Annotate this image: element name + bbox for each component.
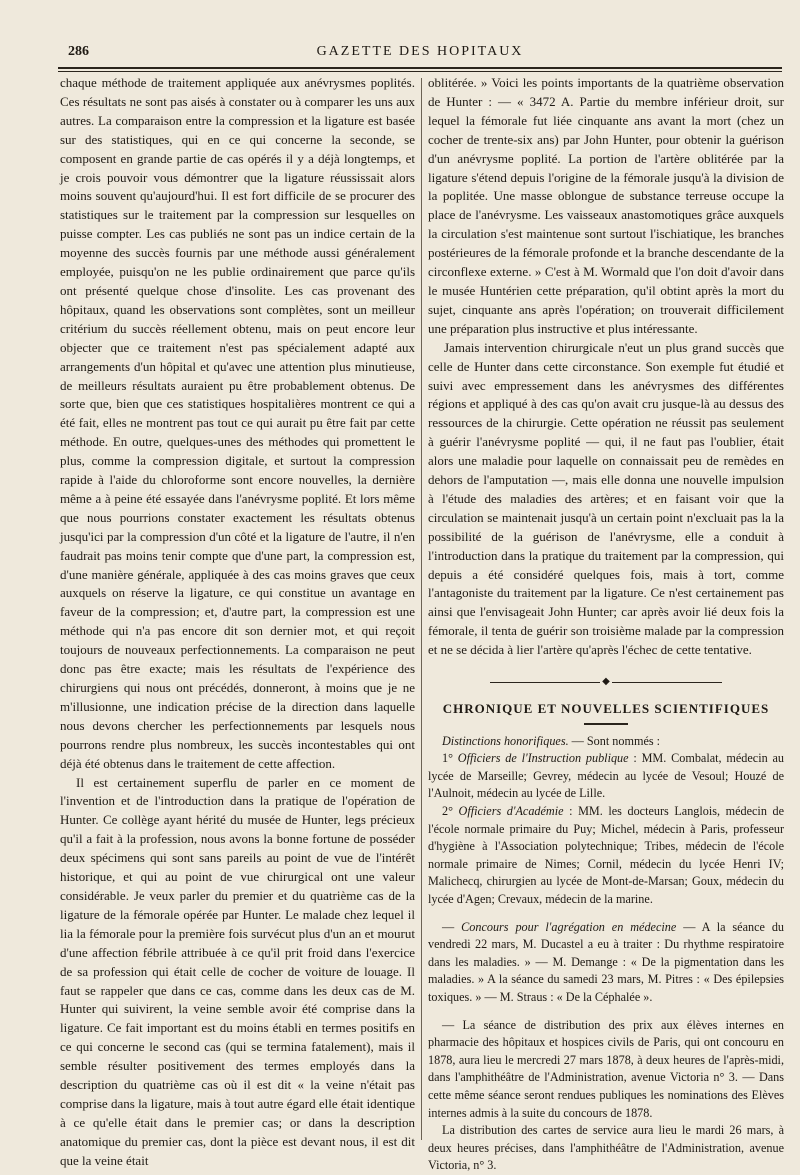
concours-label: Concours pour l'agrégation en médecine: [461, 919, 677, 934]
distinctions-intro: — Sont nommés :: [568, 733, 661, 748]
title-rule: [584, 723, 628, 725]
chronique-title: CHRONIQUE ET NOUVELLES SCIENTIFIQUES: [442, 700, 770, 716]
right-paragraph-1: oblitérée. » Voici les points importants de la quatrième observation de Hunter : — « 3472 A. Partie du membre inférieur droit, sur lequel la fémorale fut liée cinquante ans avant la mort (chez un cocher de trente-six ans) par John Hunter, pour obtenir la guérison d'un anévrysme poplité. La portion de l'artère oblitérée par la ligature s'étend depuis l'origine de la fémorale jusqu'à la division de la poplitée. Une masse oblongue de substance terreuse occupe la place de l'anévrysme. Les vaisseaux anastomotiques grâce auxquels la circulation s'est maintenue sont surtout l'ischiatique, les branches postérieures de la fémorale profonde et la branche descendante de la circonflexe externe. » C'est à M. Wormald que l'on doit d'avoir dans le musée Huntérien cette préparation, qu'il obtint après la mort du sujet, cinquante ans après l'opération; on trouverait difficilement une préparation plus instructive et plus intéressante.: [428, 75, 784, 336]
officiers-instruction-label: Officiers de l'Instruction publique: [457, 751, 629, 766]
header-rule: [58, 67, 782, 69]
right-paragraph-2: Jamais intervention chirurgicale n'eut un plus grand succès que celle de Hunter dans cette circonstance. Son exemple fut étudié et suivi avec empressement dans les anévrysmes des différentes régions et appliqué à des cas qu'on avait cru jusque-là au dessus des ressources de la chirurgie. Cette opération ne réussit pas seulement à guérir l'anévrysme poplité — qui, il ne faut pas l'oublier, était alors une maladie pour laquelle on connaissait peu de remèdes en dehors de l'amputation —, mais elle donna une nouvelle impulsion à l'étude des maladies des artères; et en faisant voir que la circulation se maintenait jusqu'à un certain point n'excluait pas la la possibilité de la guérison de l'anévrysme, elle a conduit à l'introduction dans la pratique du traitement par la compression, qui depuis a été considéré quelques fois, mais à tort, comme l'antagoniste du traitement par la ligature. Ce n'est certainement pas ainsi que l'envisageait John Hunter; car après avoir lié deux fois la fémorale, il tenta de guérir son troisième malade par la compression et ne se décida à lier l'artère qu'après l'échec de cette tentative.: [428, 339, 784, 658]
officiers-instruction-item: 1° Officiers de l'Instruction publique : MM. Combalat, médecin au lycée de Marseille; Gevrey, médecin au lycée de Vesoul; Houzé de l'Aulnoit, médecin au lycée de Lille.: [428, 751, 785, 801]
left-paragraph-1: chaque méthode de traitement appliquée aux anévrysmes poplités. Ces résultats ne sont pas aisés à constater ou à comparer les uns aux autres. La comparaison entre la compression et la ligature est basée sur des statistiques, qui en ce qui concerne la seconde, se composent en grande partie de cas opérés il y a déjà longtemps, et je crois pouvoir vous démontrer que la ligature réussissait alors moins souvent qu'aujourd'hui. Il est fort difficile de se procurer des statistiques sur le traitement par la compression sur lesquelles on puisse compter. Les cas publiés ne sont pas un indice certain de la moyenne des succès fournis par une méthode aussi généralement employée, puisqu'on ne les publie ordinairement que parce qu'ils ont présenté quelque chose d'insolite. Les cas provenant des hôpitaux, quand les observations sont complètes, sont un meilleur critérium du succès réellement obtenu, mais on peut encore leur objecter que ce traitement n'est pas spécialement adapté aux arrangements d'un hôpital et qu'avec une attention plus minutieuse, de meilleurs résultats auraient pu être probablement obtenus. De sorte que, bien que ces statistiques hospitalières montrent ce qui a été fait, elles ne montrent pas tout ce qui aurait pu être fait par cette méthode. En outre, quelques-unes des méthodes qui promettent le plus, comme la compression digitale, et surtout la compression rapide à l'aide du chloroforme sont encore nouvelles, la dernière même a à peine été essayée dans l'anévrysme poplité. Et lors même que nous pourrions constater exactement les résultats obtenus jusqu'ici par la compression d'un côté et la ligature de l'autre, il n'en faudrait pas moins tenir compte que d'une part, la compression est, d'une manière générale, appliquée à des cas moins graves que ceux auxquels on réserve la ligature, ce qui constitue un avantage en faveur de la compression; et, d'autre part, la compression est une méthode qui n'a pas encore dit son dernier mot, et qui reçoit toujours de nouveaux perfectionnements. La comparaison ne peut donc pas être exacte; mais les résultats de l'expérience des chirurgiens qui nous ont précédés, donneront, à moins que je ne m'illusionne, une indication précise de la direction dans laquelle nous devons chercher les perfectionnements par lesquels nous pourrons rendre plus nombreux, les succès incontestables qui ont déjà été obtenus dans le traitement de cette affection.: [60, 75, 415, 771]
officiers-instruction-text: : MM. Combalat, médecin au lycée de Marseille; Gevrey, médecin au lycée de Vesoul; Houzé de l'Aulnoit, médecin au lycée de Lille.: [428, 751, 785, 801]
journal-title: GAZETTE DES HOPITAUX: [316, 44, 524, 59]
concours-text: — A la séance du vendredi 22 mars, M. Ducastel a eu à traiter : Du rhythme respiratoire dans les maladies. » — M. Demange : « De la pigmentation dans les maladies. » A la séance du samedi 23 mars, M. Pitres : « Des épilepsies toxiques. » — M. Straus : « De la Céphalée ».: [428, 919, 785, 1005]
concours-item: — Concours pour l'agrégation en médecine — A la séance du vendredi 22 mars, M. Ducastel a eu à traiter : Du rhythme respiratoire dans les maladies. » — M. Demange : « De la pigmentation dans les maladies. » A la séance du samedi 23 mars, M. Pitres : « Des épilepsies toxiques. » — M. Straus : « De la Céphalée ».: [428, 919, 785, 1005]
distinctions-item: [428, 733, 784, 751]
page-header: [58, 40, 782, 64]
officiers-academie-label: Officiers d'Académie: [458, 804, 564, 819]
left-paragraph-2: Il est certainement superflu de parler en ce moment de l'invention et de l'introduction dans la pratique de l'opération de Hunter. Ce collège ayant hérité du musée de Hunter, legs précieux qu'il a fait à la profession, nous avons la bonne fortune de posséder deux spécimens qui sont sans pareils au point de vue de l'intérêt historique, et qui au point de vue chirurgical ont une valeur considérable. Je veux parler du premier et du quatrième cas de la ligature de la fémorale opérée par Hunter. Le malade chez lequel il lia la fémorale pour la première fois survécut plus d'un an et mourut d'une affection fébrile attribuée à ce qu'il prit froid dans l'exercice de sa profession qui était celle de cocher de voiture de louage. Il faut se rappeler que dans ce cas, comme dans les deux cas de M. Hunter qui suivirent, la veine semble avoir été comprise dans la ligature. Ce fait important est du moins établi en termes positifs en ce qui concerne le second cas (qui se termina fatalement), mais il semble résulter positivement des termes employés dans la description du quatrième cas où il est dit « la veine n'était pas comprise dans la ligature, mais à tout autre égard elle était identique à ce qu'elle était dans le premier cas; or dans la description anatomique du premier cas, dont la pièce est devant nous, il est dit que la veine était: [60, 774, 415, 1168]
prix-item: — La séance de distribution des prix aux élèves internes en pharmacie des hôpitaux et hospices civils de Paris, qui ont concouru en 1878, aura lieu le mercredi 27 mars 1878, à deux heures de l'après-midi, dans l'amphithéâtre de l'Administration, avenue Victoria n° 3. — Dans cette même séance seront rendues publiques les nominations des Elèves internes admis à la suite du concours de 1878.: [428, 1017, 784, 1120]
left-column: [60, 74, 415, 1171]
distinctions-heading: Distinctions honorifiques.: [442, 733, 569, 748]
right-column: [428, 74, 784, 1175]
officiers-academie-text: : MM. les docteurs Langlois, médecin de l'école normale primaire du Puy; Michel, médecin à Paris, professeur d'hygiène à l'Association polytechnique; Tribes, médecin de l'école normale primaire de Nimes; Cornil, médecin du lycée Henri IV; Malichecq, chirurgien au lycée de Mont-de-Marsan; Goux, médecin du lycée d'Agen; Crevaux, médecin de la marine.: [428, 804, 784, 907]
cartes-item: La distribution des cartes de service aura lieu le mardi 26 mars, à deux heures précises, dans l'amphithéâtre de l'Administration, avenue Victoria, n° 3.: [428, 1123, 784, 1173]
chronique-body: [428, 733, 784, 1175]
header-rule-thin: [58, 71, 782, 72]
section-ornament: ◆: [428, 672, 784, 692]
officiers-academie-item: 2° Officiers d'Académie : MM. les docteurs Langlois, médecin de l'école normale primaire du Puy; Michel, médecin à Paris, professeur d'hygiène à l'Association polytechnique; Tribes, médecin de l'école normale primaire de Nimes; Cornil, médecin du lycée Henri IV; Malichecq, chirurgien au lycée de Mont-de-Marsan; Goux, médecin du lycée d'Agen; Crevaux, médecin de la marine.: [428, 804, 784, 907]
page-number: 286: [68, 44, 89, 59]
column-divider: [421, 78, 422, 1140]
